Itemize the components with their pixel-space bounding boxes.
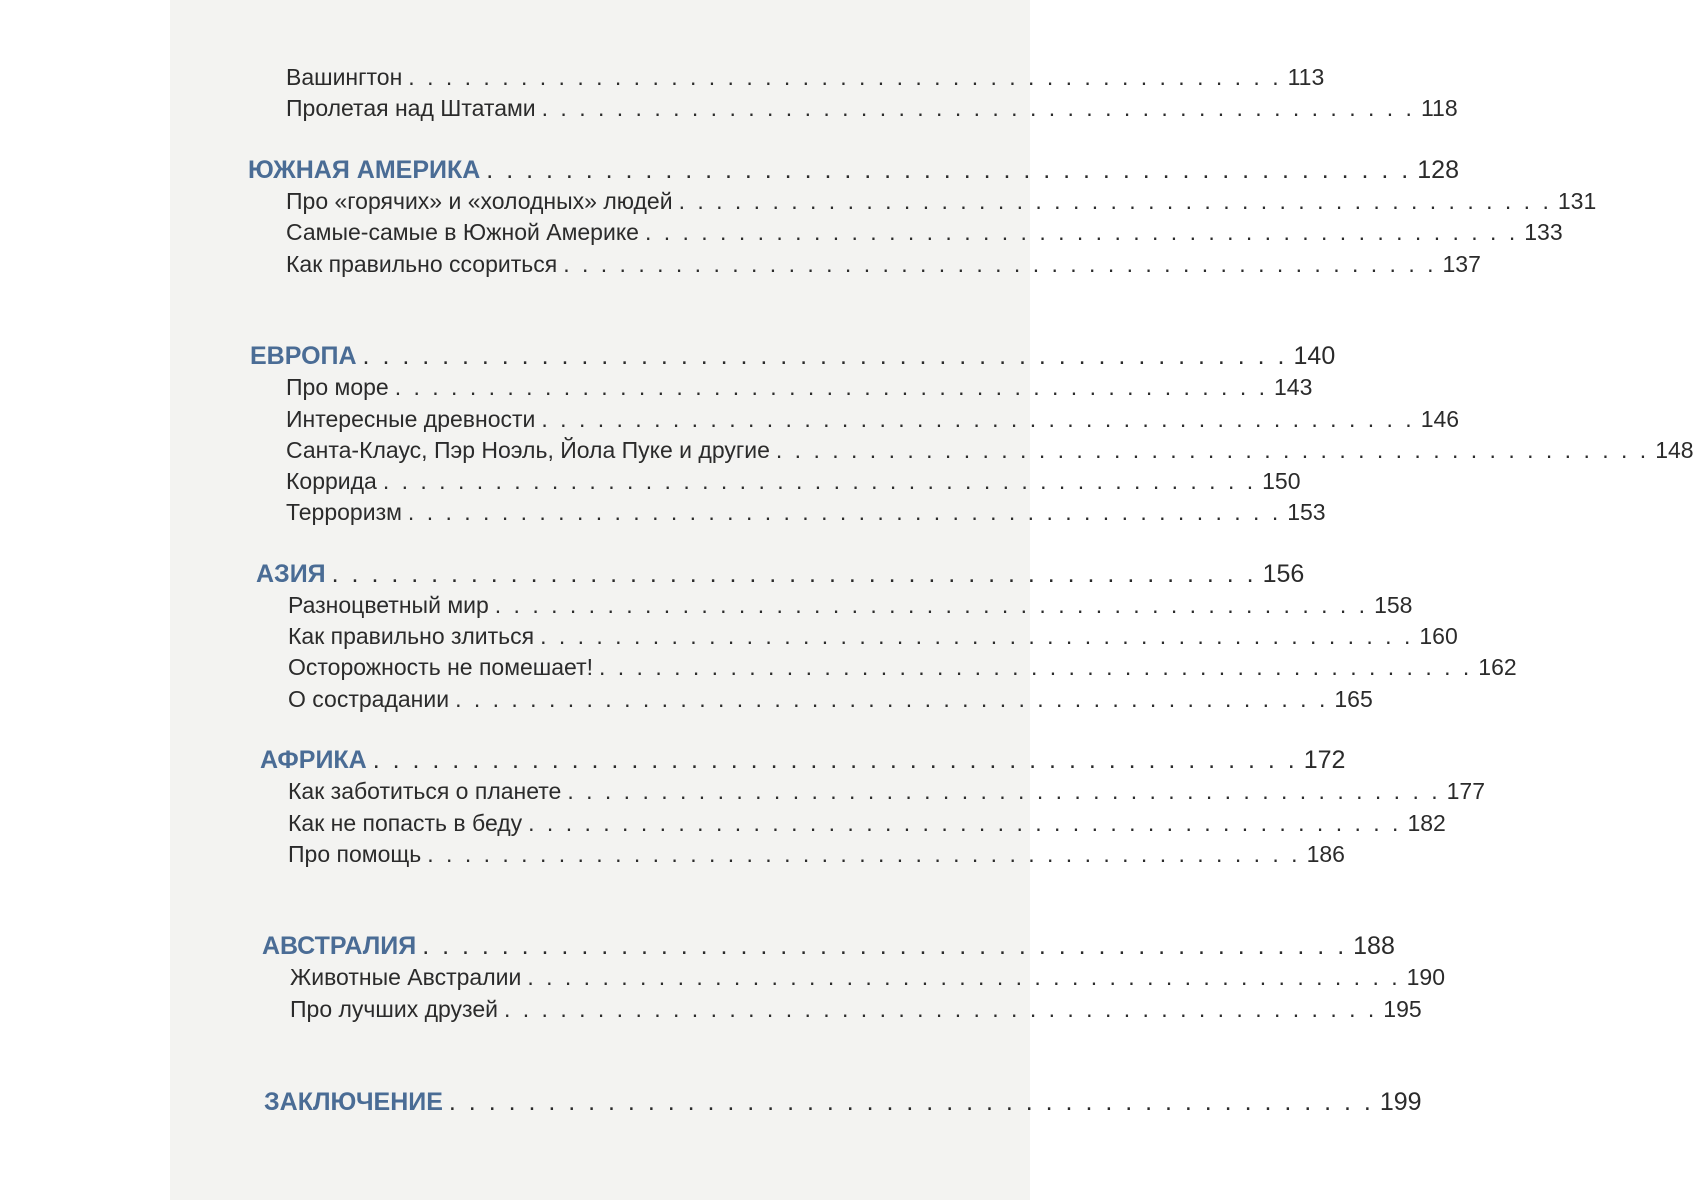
toc-entry: [288, 623, 1458, 650]
toc-entry-title: Животные Австралии: [290, 964, 522, 990]
leader-dots: . . . . . . . . . . . . . . . . . . . . . . . . . . . . . . . . . . . . . . . . . . . . . . .: [678, 188, 1552, 214]
toc-entry-title: Про море: [286, 374, 389, 400]
toc-entry-page: 113: [1287, 64, 1325, 90]
toc-entry-title: Пролетая над Штатами: [286, 95, 536, 121]
leader-dots: . . . . . . . . . . . . . . . . . . . . . . . . . . . . . . . . . . . . . . . . . . . . . . .: [503, 996, 1378, 1022]
leader-dots: . . . . . . . . . . . . . . . . . . . . . . . . . . . . . . . . . . . . . . . . . . . . . . .: [528, 810, 1402, 836]
leader-dots: . . . . . . . . . . . . . . . . . . . . . . . . . . . . . . . . . . . . . . . . . . . . . . .: [422, 932, 1348, 960]
toc-entry-title: Как заботиться о планете: [288, 778, 562, 804]
toc-entry-title: Как правильно ссориться: [286, 251, 558, 277]
leader-dots: . . . . . . . . . . . . . . . . . . . . . . . . . . . . . . . . . . . . . . . . . . . . . . .: [407, 499, 1282, 525]
toc-section-page: 140: [1293, 342, 1336, 370]
toc-section-title: АФРИКА: [260, 746, 367, 774]
toc-entry-page: 160: [1419, 623, 1458, 649]
toc-entry-title: О сострадании: [288, 686, 450, 712]
toc-entry: [288, 810, 1446, 837]
toc-entry-page: 195: [1383, 996, 1422, 1022]
toc-entry-title: Интересные древности: [286, 406, 536, 432]
leader-dots: . . . . . . . . . . . . . . . . . . . . . . . . . . . . . . . . . . . . . . . . . . . . . . .: [331, 560, 1257, 588]
toc-entry: [286, 437, 1694, 464]
leader-dots: . . . . . . . . . . . . . . . . . . . . . . . . . . . . . . . . . . . . . . . . . . . . . . .: [382, 468, 1257, 494]
toc-section-page: 156: [1262, 560, 1305, 588]
toc-entry-title: Вашингтон: [286, 64, 403, 90]
leader-dots: . . . . . . . . . . . . . . . . . . . . . . . . . . . . . . . . . . . . . . . . . . . . . . .: [527, 964, 1401, 990]
book-page: [170, 0, 1694, 1200]
leader-dots: . . . . . . . . . . . . . . . . . . . . . . . . . . . . . . . . . . . . . . . . . . . . . . .: [372, 746, 1298, 774]
toc-entry-page: 165: [1334, 686, 1373, 712]
toc-section: [260, 746, 1346, 775]
toc-section-title: ЗАКЛЮЧЕНИЕ: [264, 1088, 443, 1116]
toc-section-title: ЕВРОПА: [250, 342, 357, 370]
leader-dots: . . . . . . . . . . . . . . . . . . . . . . . . . . . . . . . . . . . . . . . . . . . . . . .: [541, 406, 1415, 432]
leader-dots: . . . . . . . . . . . . . . . . . . . . . . . . . . . . . . . . . . . . . . . . . . . . . . .: [599, 654, 1473, 680]
toc-entry-page: 148: [1655, 437, 1694, 463]
toc-section-title: АЗИЯ: [256, 560, 326, 588]
toc-entry-title: Коррида: [286, 468, 377, 494]
toc-entry-page: 118: [1420, 95, 1458, 121]
toc-entry: [290, 964, 1445, 991]
toc-entry-title: Про лучших друзей: [290, 996, 498, 1022]
toc-section: [264, 1088, 1422, 1117]
toc-entry-page: 182: [1407, 810, 1446, 836]
toc-entry: [286, 468, 1301, 495]
toc-entry-page: 186: [1306, 841, 1345, 867]
toc-section: [256, 560, 1305, 589]
toc-section-title: ЮЖНАЯ АМЕРИКА: [248, 156, 481, 184]
toc-entry: [286, 188, 1597, 215]
toc-entry: [288, 592, 1413, 619]
toc-entry-page: 190: [1406, 964, 1445, 990]
toc-entry: [288, 841, 1345, 868]
leader-dots: . . . . . . . . . . . . . . . . . . . . . . . . . . . . . . . . . . . . . . . . . . . . . . .: [408, 64, 1282, 90]
toc-entry-title: Про «горячих» и «холодных» людей: [286, 188, 673, 214]
toc-entry-page: 153: [1287, 499, 1326, 525]
toc-section: [248, 156, 1459, 185]
toc-entry: [288, 686, 1373, 713]
toc-entry-title: Терроризм: [286, 499, 402, 525]
toc-section-page: 199: [1379, 1088, 1422, 1116]
toc-entry-title: Как не попасть в беду: [288, 810, 523, 836]
leader-dots: . . . . . . . . . . . . . . . . . . . . . . . . . . . . . . . . . . . . . . . . . . . . . . .: [394, 374, 1268, 400]
toc-entry: [286, 406, 1460, 433]
toc-section-page: 172: [1303, 746, 1346, 774]
toc-entry: [286, 374, 1313, 401]
toc-entry-page: 131: [1557, 188, 1597, 214]
toc-entry: [286, 499, 1326, 526]
leader-dots: . . . . . . . . . . . . . . . . . . . . . . . . . . . . . . . . . . . . . . . . . . . . . . .: [362, 342, 1288, 370]
toc-entry-page: 150: [1262, 468, 1301, 494]
toc-entry: [286, 251, 1481, 278]
leader-dots: . . . . . . . . . . . . . . . . . . . . . . . . . . . . . . . . . . . . . . . . . . . . . . .: [563, 251, 1437, 277]
toc-section: [250, 342, 1336, 371]
toc-entry-title: Разноцветный мир: [288, 592, 489, 618]
toc-entry: [288, 778, 1485, 805]
toc-entry-title: Про помощь: [288, 841, 422, 867]
toc-entry-page: 162: [1478, 654, 1517, 680]
leader-dots: . . . . . . . . . . . . . . . . . . . . . . . . . . . . . . . . . . . . . . . . . . . . . . .: [775, 437, 1650, 463]
toc-section-page: 188: [1353, 932, 1395, 960]
toc-entry: [290, 996, 1422, 1023]
toc-entry: [286, 64, 1325, 91]
toc-entry-page: 133: [1524, 219, 1563, 245]
leader-dots: . . . . . . . . . . . . . . . . . . . . . . . . . . . . . . . . . . . . . . . . . . . . . . .: [486, 156, 1412, 184]
leader-dots: . . . . . . . . . . . . . . . . . . . . . . . . . . . . . . . . . . . . . . . . . . . . . . .: [567, 778, 1441, 804]
toc-entry: [286, 95, 1458, 122]
toc-entry: [288, 654, 1517, 681]
leader-dots: . . . . . . . . . . . . . . . . . . . . . . . . . . . . . . . . . . . . . . . . . . . . . . .: [427, 841, 1301, 867]
toc-section: [262, 932, 1395, 961]
toc-entry-title: Как правильно злиться: [288, 623, 535, 649]
toc-section-page: 128: [1417, 156, 1459, 184]
leader-dots: . . . . . . . . . . . . . . . . . . . . . . . . . . . . . . . . . . . . . . . . . . . . . . .: [455, 686, 1329, 712]
toc-entry-page: 146: [1420, 406, 1460, 432]
toc-entry: [286, 219, 1563, 246]
toc-entry-title: Осторожность не помешает!: [288, 654, 593, 680]
toc-entry-page: 158: [1374, 592, 1413, 618]
toc-entry-title: Самые-самые в Южной Америке: [286, 219, 639, 245]
leader-dots: . . . . . . . . . . . . . . . . . . . . . . . . . . . . . . . . . . . . . . . . . . . . . . .: [494, 592, 1369, 618]
toc-section-title: АВСТРАЛИЯ: [262, 932, 417, 960]
toc-entry-page: 137: [1442, 251, 1481, 277]
leader-dots: . . . . . . . . . . . . . . . . . . . . . . . . . . . . . . . . . . . . . . . . . . . . . . .: [448, 1088, 1374, 1116]
toc-entry-page: 143: [1274, 374, 1313, 400]
leader-dots: . . . . . . . . . . . . . . . . . . . . . . . . . . . . . . . . . . . . . . . . . . . . . . .: [541, 95, 1415, 121]
leader-dots: . . . . . . . . . . . . . . . . . . . . . . . . . . . . . . . . . . . . . . . . . . . . . . .: [540, 623, 1414, 649]
toc-entry-title: Санта-Клаус, Пэр Ноэль, Йола Пуке и другие: [286, 437, 770, 463]
leader-dots: . . . . . . . . . . . . . . . . . . . . . . . . . . . . . . . . . . . . . . . . . . . . . . .: [644, 219, 1519, 245]
toc-entry-page: 177: [1446, 778, 1485, 804]
